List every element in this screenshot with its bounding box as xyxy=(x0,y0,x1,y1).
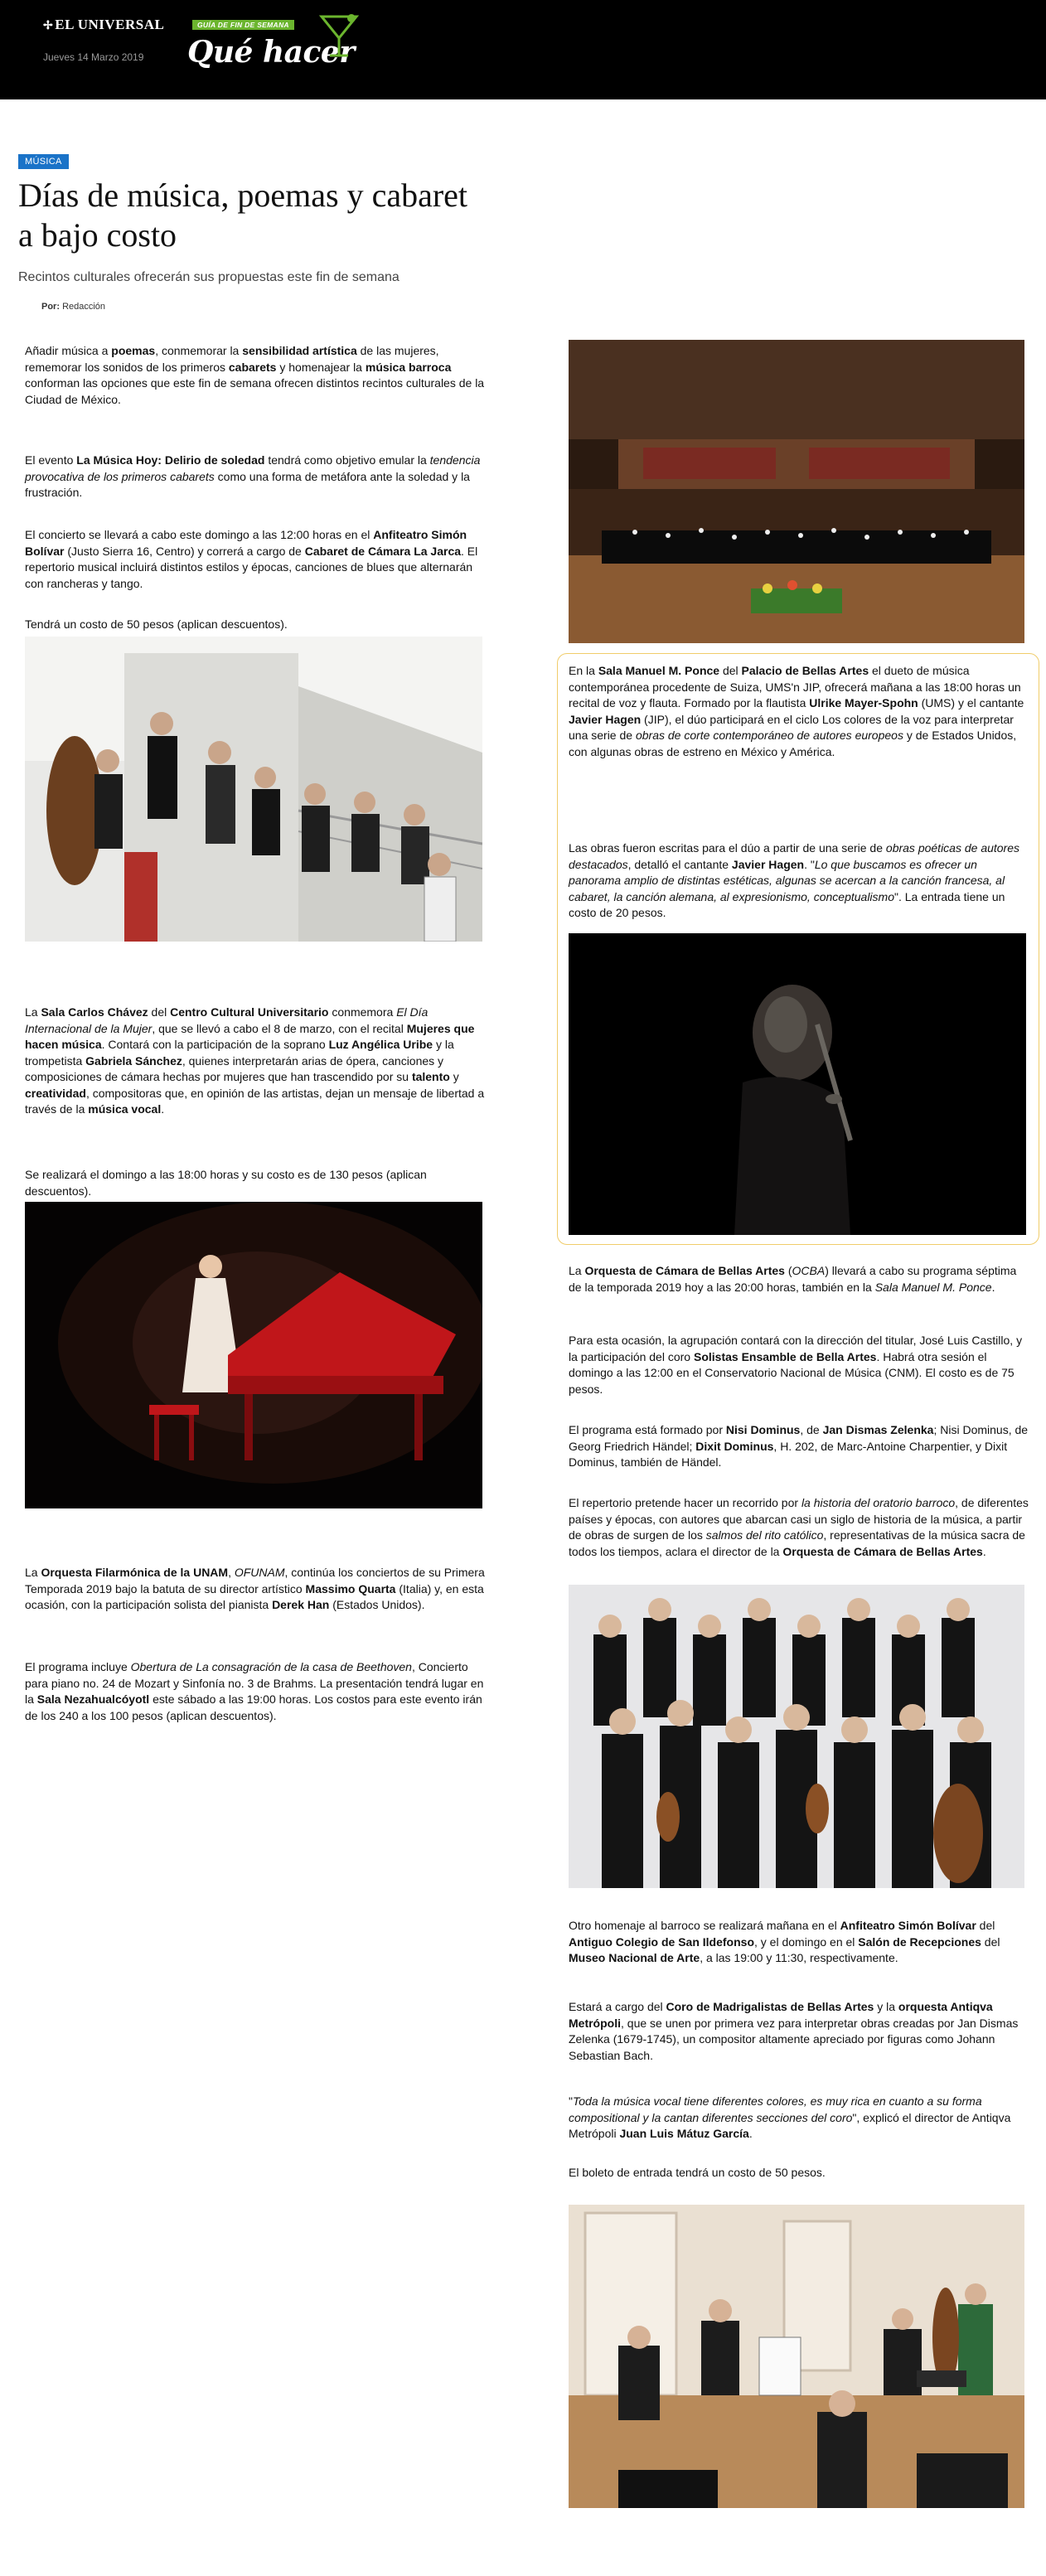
photo-concert-hall-orchestra xyxy=(569,340,1024,643)
byline-label: Por: xyxy=(41,302,60,312)
byline xyxy=(41,302,105,312)
photo-cabaret-ensemble xyxy=(25,637,482,942)
left-paragraph-1: Añadir música a poemas, conmemorar la sensibilidad artística de las mujeres, rememorar los sonidos de los primeros cabarets y homenajear la música barroca conforman las opciones que este fin de semana ofrecen distintos recintos culturales de la Ciudad de México. xyxy=(25,344,485,406)
right-paragraph-6: El repertorio pretende hacer un recorrido por la historia del oratorio barroco, de diferentes países y épocas, con autores que abarcan casi un siglo de historia de la música, a partir de obras de surgen de los salmos del rito católico, representativas de la música sacra de todos los tiempos, aclara el director de la Orquesta de Cámara de Bellas Artes. xyxy=(569,1496,1029,1558)
left-paragraph-3: El concierto se llevará a cabo este domingo a las 12:00 horas en el Anfiteatro Simón Bolívar (Justo Sierra 16, Centro) y correrá a cargo de Cabaret de Cámara La Jarca. El repertorio musical incluirá distintos estilos y épocas, canciones de blues que alternarán con rancheras y tango. xyxy=(25,528,478,590)
brand-name: EL UNIVERSAL xyxy=(55,17,165,32)
right-paragraph-4: Para esta ocasión, la agrupación contará con la dirección del titular, José Luis Castillo, y la participación del coro Solistas Ensamble de Bella Artes. Habrá otra sesión el domingo a las 12:00 en el Conservatorio Nacional de Música (CNM). El costo es de 75 pesos. xyxy=(569,1334,1023,1396)
right-paragraph-3: La Orquesta de Cámara de Bellas Artes (OCBA) llevará a cabo su programa séptima de la temporada 2019 hoy a las 20:00 horas, también en la Sala Manuel M. Ponce. xyxy=(569,1264,1017,1294)
section-tag[interactable]: MÚSICA xyxy=(18,154,69,169)
eagle-icon: ✢ xyxy=(43,20,54,32)
right-paragraph-9: "Toda la música vocal tiene diferentes colores, es muy rica en cuanto a su forma compositional y la cantan diferentes secciones del coro", explicó el director de Antiqva Metrópoli Juan Luis Mátuz García. xyxy=(569,2094,1011,2140)
byline-author: Redacción xyxy=(62,302,106,312)
right-paragraph-5: El programa está formado por Nisi Dominus, de Jan Dismas Zelenka; Nisi Dominus, de Georg Friedrich Händel; Dixit Dominus, H. 202, de Marc-Antoine Charpentier, y Dixit Dominus, también de Händel. xyxy=(569,1423,1029,1469)
photo-soprano-harpsichord xyxy=(25,1202,482,1508)
left-paragraph-2: El evento La Música Hoy: Delirio de soledad tendrá como objetivo emular la tendencia provocativa de los primeros cabarets como una forma de metáfora ante la soledad y la frustración. xyxy=(25,453,481,499)
site-header xyxy=(0,0,1046,99)
right-paragraph-1: En la Sala Manuel M. Ponce del Palacio de Bellas Artes el dueto de música contemporánea procedente de Suiza, UMS'n JIP, ofrecerá mañana a las 18:00 horas un recital de voz y flauta. Formado por la flautista Ulrike Mayer-Spohn (UMS) y el cantante Javier Hagen (JIP), el dúo participará en el ciclo Los colores de la voz para interpretar una serie de obras de corte contemporáneo de autores europeos y de Estados Unidos, con algunas obras de estreno en México y América. xyxy=(569,664,1024,758)
que-hacer-logo[interactable] xyxy=(184,12,383,78)
left-paragraph-5: La Sala Carlos Chávez del Centro Cultural Universitario conmemora El Día Internacional de la Mujer, que se llevó a cabo el 8 de marzo, con el recital Mujeres que hacen música. Contará con la participación de la soprano Luz Angélica Uribe y la trompetista Gabriela Sánchez, quienes interpretarán arias de ópera, canciones y composiciones de cámara hechas por mujeres que han trascendido por su talento y creatividad, compositoras que, en opinión de las artistas, dejan un mensaje de libertad a través de la música vocal. xyxy=(25,1005,485,1116)
left-paragraph-8: El programa incluye Obertura de La consagración de la casa de Beethoven, Concierto para piano no. 24 de Mozart y Sinfonía no. 3 de Brahms. La presentación tendrá lugar en la Sala Nezahualcóyotl este sábado a las 19:00 horas. Los costos para este evento irán de los 240 a los 100 pesos (aplican descuentos). xyxy=(25,1660,484,1722)
right-paragraph-7: Otro homenaje al barroco se realizará mañana en el Anfiteatro Simón Bolívar del Antiguo Colegio de San Ildefonso, y el domingo en el Salón de Recepciones del Museo Nacional de Arte, a las 19:00 y 11:30, respectivamente. xyxy=(569,1919,1000,1964)
right-paragraph-8: Estará a cargo del Coro de Madrigalistas de Bellas Artes y la orquesta Antiqva Metrópoli, que se unen por primera vez para interpretar obras creadas por Jan Dismas Zelenka (1679-1745), un compositor altamente apreciado por figuras como Johann Sebastian Bach. xyxy=(569,2000,1019,2062)
left-paragraph-7: La Orquesta Filarmónica de la UNAM, OFUNAM, continúa los conciertos de su Primera Temporada 2019 bajo la batuta de su director artístico Massimo Quarta (Italia) y, en esta ocasión, con la participación solista del pianista Derek Han (Estados Unidos). xyxy=(25,1566,485,1611)
header-date: Jueves 14 Marzo 2019 xyxy=(43,51,144,63)
logo-tagline: GUÍA DE FIN DE SEMANA xyxy=(192,20,294,30)
left-paragraph-4: Tendrá un costo de 50 pesos (aplican descuentos). xyxy=(25,617,288,631)
site-brand[interactable] xyxy=(43,17,164,33)
cocktail-glass-icon xyxy=(318,12,360,61)
article-subtitle: Recintos culturales ofrecerán sus propuestas este fin de semana xyxy=(18,270,400,284)
photo-chamber-orchestra xyxy=(569,1585,1024,1888)
left-paragraph-6: Se realizará el domingo a las 18:00 horas y su costo es de 130 pesos (aplican descuentos). xyxy=(25,1168,427,1198)
photo-baroque-rehearsal xyxy=(569,2205,1024,2508)
right-paragraph-2: Las obras fueron escritas para el dúo a partir de una serie de obras poéticas de autores destacados, detalló el cantante Javier Hagen. "Lo que buscamos es ofrecer un panorama amplio de distintas estéticas, algunas se acercan a la canción francesa, al cabaret, la canción alemana, al expresionismo, conceptualismo". La entrada tiene un costo de 20 pesos. xyxy=(569,841,1020,919)
logo-title: Qué hacer xyxy=(187,35,355,70)
right-paragraph-10: El boleto de entrada tendrá un costo de 50 pesos. xyxy=(569,2166,826,2179)
article-title: Días de música, poemas y cabaret a bajo costo xyxy=(18,177,468,254)
photo-flutist-dark xyxy=(569,933,1026,1235)
